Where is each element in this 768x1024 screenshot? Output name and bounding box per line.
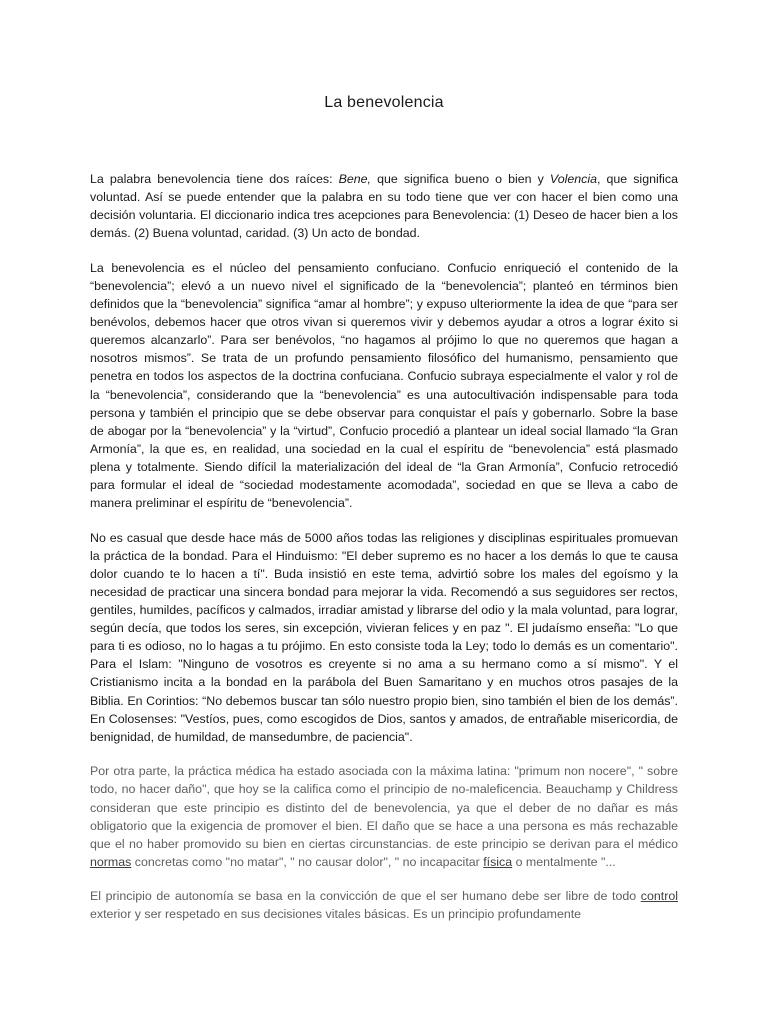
paragraph-text: Por otra parte, la práctica médica ha estado asociada con la máxima latina: "primum non nocere", " sobre todo, no hacer daño", que hoy se la califica como el principio de no-maleficencia. Beauchamp y Childress consideran que este principio es distinto del de benevolencia, ya que el deber de no dañar es más obligatorio que la exigencia de promover el bien. El daño que se hace a una persona es más rechazable que el no haber promovido su bien en ciertas circunstancias. de este principio se derivan para el médico <box>90 764 678 851</box>
paragraph-text: , que significa voluntad. Así se puede entender que la palabra en su todo tiene que ver con hacer el bien como una decisión voluntaria. El diccionario indica tres acepciones para Benevolencia: (1) Deseo de hacer bien a los demás. (2) Buena voluntad, caridad. (3) Un acto de bondad. <box>90 172 679 241</box>
italic-term-bene: Bene, <box>338 172 371 186</box>
link-fisica[interactable]: física <box>483 854 513 869</box>
paragraph-text: concretas como "no matar", " no causar dolor", " no incapacitar <box>131 854 484 869</box>
document-title: La benevolencia <box>324 94 444 111</box>
paragraph-text: La palabra benevolencia tiene dos raíces: <box>90 172 339 186</box>
paragraph-confucian: La benevolencia es el núcleo del pensamiento confuciano. Confucio enriqueció el contenido de la “benevolencia”; elevó a un nuevo nivel el significado de la “benevolencia”; planteó en términos bien definidos que la “benevolencia” significa “amar al hombre”; y expuso ulteriormente la idea de que “para ser benévolos, debemos hacer que otros vivan si queremos vivir y debemos ayudar a otros a lograr éxito si queremos alcanzarlo”. Para ser benévolos, “no hagamos al prójimo lo que no queremos que hagan a nosotros mismos”. Se trata de un profundo pensamiento filosófico del humanismo, pensamiento que penetra en todos los aspectos de la doctrina confuciana. Confucio subraya especialmente el valor y rol de la “benevolencia”, considerando que la “benevolencia” es una autocultivación indispensable para toda persona y también el principio que se debe observar para conquistar el país y gobernarlo. Sobre la base de abogar por la “benevolencia” y la “virtud”, Confucio procedió a plantear un ideal social llamado “la Gran Armonía”, la que es, en realidad, una sociedad en la cual el espíritu de “benevolencia” está plasmado plena y totalmente. Siendo difícil la materialización del ideal de “la Gran Armonía”, Confucio retrocedió para formular el ideal de “sociedad modestamente acomodada”, sociedad en que se lleva a cabo de manera preliminar el espíritu de “benevolencia”. <box>90 260 678 511</box>
paragraph-autonomy <box>90 887 678 923</box>
paragraph-text: que significa bueno o bien y <box>371 172 550 186</box>
paragraph-text: El principio de autonomía se basa en la convicción de que el ser humano debe ser libre de todo <box>90 889 641 904</box>
paragraph-non-maleficence <box>90 762 678 871</box>
paragraph-etymology <box>90 170 678 242</box>
italic-term-volencia: Volencia <box>549 172 597 186</box>
document-body <box>90 170 678 940</box>
link-normas[interactable]: normas <box>90 854 132 869</box>
link-control[interactable]: control <box>640 889 678 904</box>
paragraph-text: exterior y ser respetado en sus decisiones vitales básicas. Es un principio profundamente <box>90 907 582 922</box>
paragraph-text: o mentalmente "... <box>512 854 616 869</box>
paragraph-religions: No es casual que desde hace más de 5000 años todas las religiones y disciplinas espirituales promuevan la práctica de la bondad. Para el Hinduismo: "El deber supremo es no hacer a los demás lo que te causa dolor cuando te lo hacen a tí". Buda insistió en este tema, advirtió sobre los males del egoísmo y la necesidad de practicar una sincera bondad para mejorar la vida. Recomendó a sus seguidores ser rectos, gentiles, humildes, pacíficos y calmados, irradiar amistad y librarse del odio y la mala voluntad, para lograr, según decía, que todos los seres, sin excepción, vivieran felices y en paz ". El judaísmo enseña: "Lo que para ti es odioso, no lo hagas a tu prójimo. En esto consiste toda la Ley; todo lo demás es un comentario". Para el Islam: "Ninguno de vosotros es creyente si no ama a su hermano como a sí mismo". Y el Cristianismo incita a la bondad en la parábola del Buen Samaritano y en muchos otros pasajes de la Biblia. En Corintios: “No debemos buscar tan sólo nuestro propio bien, sino también el bien de los demás”. En Colosenses: "Vestíos, pues, como escogidos de Dios, santos y amados, de entrañable misericordia, de benignidad, de humildad, de mansedumbre, de paciencia". <box>90 530 678 744</box>
